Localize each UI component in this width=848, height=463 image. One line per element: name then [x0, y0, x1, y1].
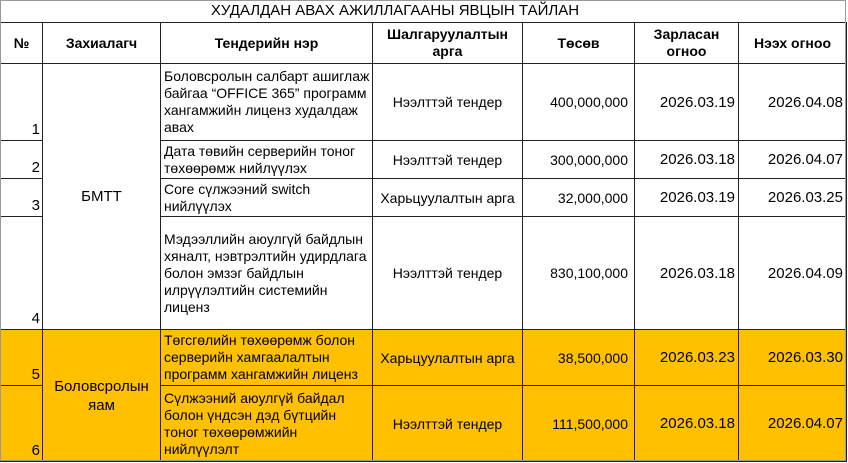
header-opening: Нээх огноо	[739, 23, 847, 64]
announced-date: 2026.03.18	[635, 217, 739, 330]
tender-name: Боловсролын салбарт ашиглаж байгаа “OFFICE 365” программ хангамжийн лиценз худалдаж авах	[161, 64, 373, 141]
announced-date: 2026.03.19	[635, 64, 739, 141]
header-row	[1, 23, 847, 64]
header-customer: Захиалагч	[43, 23, 161, 64]
tender-name: Төгсгөлийн төхөөрөмж болон серверийн хамгаалалтын программ хангамжийн лиценз	[161, 330, 373, 386]
report-title: ХУДАЛДАН АВАХ АЖИЛЛАГААНЫ ЯВЦЫН ТАЙЛАН	[210, 2, 580, 19]
method: Нээлттэй тендер	[373, 217, 523, 330]
tender-name: Сүлжээний аюулгүй байдал болон үндсэн дэд бүтцийн тоног төхөөрөмжийн нийлүүлэлт	[161, 386, 373, 462]
header-num: №	[1, 23, 43, 64]
method: Нээлттэй тендер	[373, 64, 523, 141]
method: Нээлттэй тендер	[373, 141, 523, 179]
announced-date: 2026.03.23	[635, 330, 739, 386]
customer-cell: БМТТ	[43, 64, 161, 330]
table-row	[1, 64, 847, 141]
budget: 300,000,000	[523, 141, 635, 179]
opening-date: 2026.04.09	[739, 217, 847, 330]
method: Нээлттэй тендер	[373, 386, 523, 462]
budget: 38,500,000	[523, 330, 635, 386]
header-budget: Төсөв	[523, 23, 635, 64]
row-num: 4	[1, 217, 43, 330]
announced-date: 2026.03.18	[635, 141, 739, 179]
customer-cell: Боловсролын яам	[43, 330, 161, 462]
opening-date: 2026.04.07	[739, 141, 847, 179]
opening-date: 2026.03.25	[739, 179, 847, 217]
opening-date: 2026.04.08	[739, 64, 847, 141]
announced-date: 2026.03.19	[635, 179, 739, 217]
budget: 830,100,000	[523, 217, 635, 330]
header-announced: Зарласан огноо	[635, 23, 739, 64]
opening-date: 2026.03.30	[739, 330, 847, 386]
budget: 111,500,000	[523, 386, 635, 462]
row-num: 6	[1, 386, 43, 462]
tender-name: Дата төвийн серверийн тоног төхөөрөмж нийлүүлэх	[161, 141, 373, 179]
row-num: 3	[1, 179, 43, 217]
tender-report-table	[0, 22, 847, 462]
header-method: Шалгаруулалтын арга	[373, 23, 523, 64]
row-num: 2	[1, 141, 43, 179]
tender-name: Мэдээллийн аюулгүй байдлын хяналт, нэвтрэлтийн удирдлага болон эмзэг байдлын илрүүлэлтийн системийн лиценз	[161, 217, 373, 330]
opening-date: 2026.04.07	[739, 386, 847, 462]
tender-name: Core сүлжээний switch нийлүүлэх	[161, 179, 373, 217]
budget: 32,000,000	[523, 179, 635, 217]
row-num: 1	[1, 64, 43, 141]
row-num: 5	[1, 330, 43, 386]
method: Харьцуулалтын арга	[373, 330, 523, 386]
method: Харьцуулалтын арга	[373, 179, 523, 217]
header-tender-name: Тендерийн нэр	[161, 23, 373, 64]
budget: 400,000,000	[523, 64, 635, 141]
announced-date: 2026.03.18	[635, 386, 739, 462]
table-row	[1, 330, 847, 386]
